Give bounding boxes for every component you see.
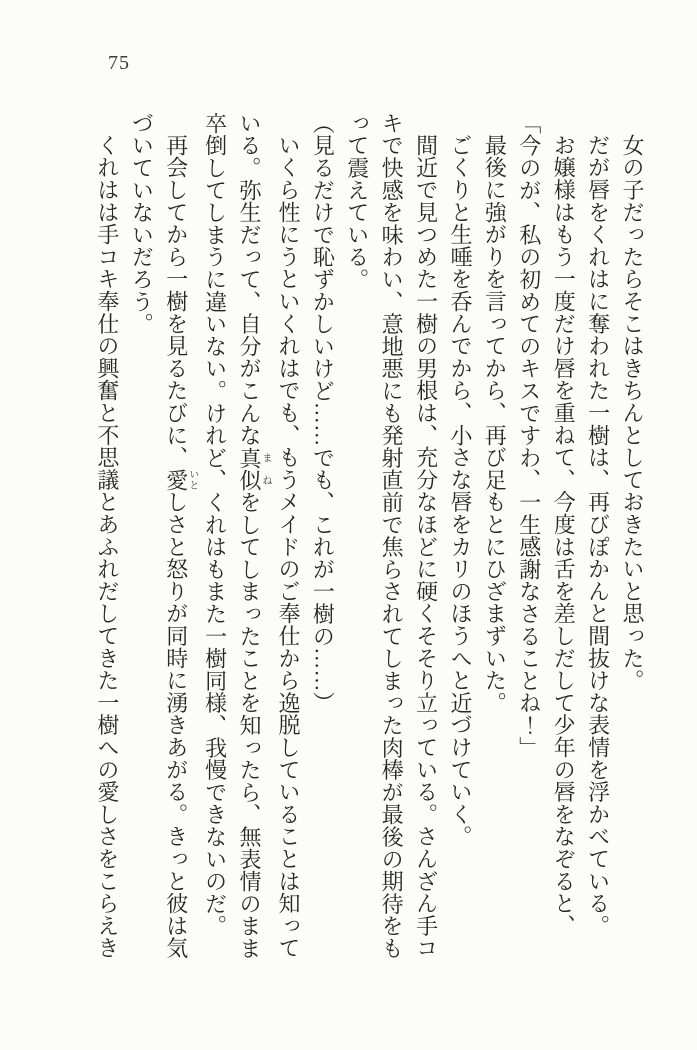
text-run: お嬢様はもう一度だけ唇を重ねて、今度は舌を差しだして少年の唇をなぞると、	[551, 134, 577, 937]
paragraph	[615, 112, 649, 960]
paragraph	[90, 112, 124, 960]
text-run: 最後に強がりを言ってから、再び足もとにひざまずいた。	[482, 134, 508, 714]
text-run: づいていないだろう。	[129, 112, 155, 335]
paragraph	[511, 112, 545, 960]
text-column	[374, 112, 408, 960]
text-column	[232, 112, 271, 960]
ruby-text: 愛いと	[163, 468, 198, 491]
text-column	[615, 112, 649, 960]
furigana: いと	[186, 468, 198, 491]
text-column	[339, 112, 373, 960]
text-column	[305, 112, 339, 960]
text-run: 再会してから一樹を見るたびに、	[163, 134, 189, 469]
ruby-text: 真似まね	[237, 446, 272, 492]
text-run: くれはは手コキ奉仕の興奮と不思議とあふれだしてきた一樹への愛しさをこらえき	[94, 134, 120, 960]
paragraph	[443, 112, 477, 960]
text-column	[124, 112, 158, 960]
text-run: 間近で見つめた一樹の男根は、充分なほどに硬くそそり立っている。さんざん手コ	[413, 134, 439, 960]
page-number: 75	[108, 52, 130, 74]
text-column	[90, 112, 124, 960]
text-column	[197, 112, 231, 960]
text-run: ごくりと生唾を呑んでから、小さな唇をカリのほうへと近づけていく。	[447, 134, 473, 848]
text-run: いくら性にうといくれはでも、もうメイドのご奉仕から逸脱していることは知って	[275, 134, 301, 960]
text-column	[443, 112, 477, 960]
paragraph	[546, 112, 580, 960]
text-run: って震えている。	[344, 112, 370, 291]
text-run: 女の子だったらそこはきちんとしておきたいと思った。	[620, 134, 645, 692]
paragraph	[580, 112, 614, 960]
text-run: いる。弥生だって、自分がこんな	[237, 112, 263, 447]
text-column	[477, 112, 511, 960]
text-column	[511, 112, 545, 960]
text-run: （見るだけで恥ずかしいけど……でも、これが一樹の……）	[310, 112, 336, 715]
text-column	[546, 112, 580, 960]
text-run: 卒倒してしまうに違いない。けれど、くれはもまた一樹同様、我慢できないのだ。	[202, 112, 228, 938]
text-body	[90, 112, 650, 960]
text-run: しさと怒りが同時に湧きあがる。きっと彼は気	[163, 490, 189, 960]
paragraph	[477, 112, 511, 960]
text-column	[158, 112, 197, 960]
text-run: キで快感を味わい、意地悪にも発射直前で焦らされてしまった肉棒が最後の期待をも	[379, 112, 405, 960]
text-run: をしてしまったことを知ったら、無表情のまま	[237, 491, 263, 960]
text-run: 「今のが、私の初めてのキスですわ、一生感謝なさることね！」	[516, 112, 542, 759]
paragraph	[339, 112, 442, 960]
text-run: だが唇をくれはに奪われた一樹は、再びぽかんと間抜けな表情を浮かべている。	[585, 134, 611, 937]
furigana: まね	[260, 446, 272, 492]
text-column	[271, 112, 305, 960]
paragraph	[124, 112, 197, 960]
text-column	[580, 112, 614, 960]
paragraph	[197, 112, 305, 960]
text-column	[408, 112, 442, 960]
paragraph	[305, 112, 339, 960]
